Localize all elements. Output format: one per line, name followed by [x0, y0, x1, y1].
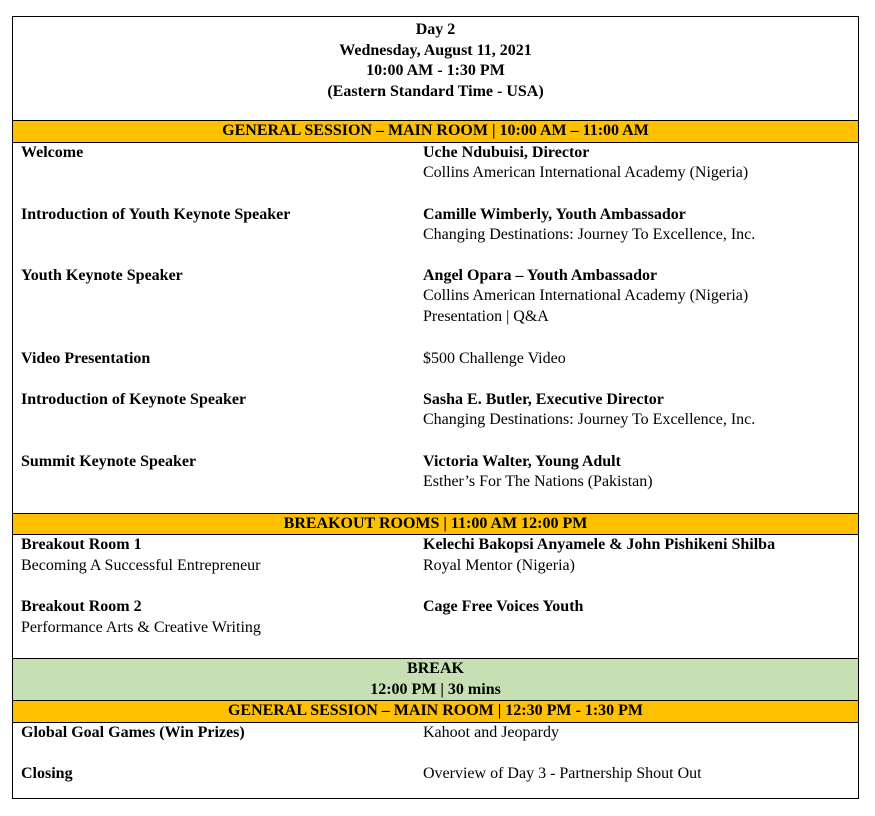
agenda-row-summit-keynote: [13, 452, 858, 513]
agenda-item-label: Welcome: [21, 143, 84, 161]
speaker-name: Victoria Walter, Young Adult: [423, 452, 621, 470]
agenda-row-global-goal-games: [13, 723, 858, 764]
breakout-room-topic: Performance Arts & Creative Writing: [21, 618, 261, 636]
agenda-item-label: Global Goal Games (Win Prizes): [21, 723, 245, 741]
agenda-row-welcome: [13, 143, 858, 205]
agenda-item-detail: Kahoot and Jeopardy: [423, 723, 559, 741]
agenda-item-label: Introduction of Keynote Speaker: [21, 390, 247, 408]
speaker-name: Angel Opara – Youth Ambassador: [423, 266, 658, 284]
speaker-org: Collins American International Academy (Nigeria): [423, 287, 749, 304]
general-session-1-bar: GENERAL SESSION – MAIN ROOM | 10:00 AM – 11:00 AM: [13, 120, 858, 143]
agenda-row-intro-keynote: [13, 390, 858, 452]
speaker-name: Uche Ndubuisi, Director: [423, 143, 590, 161]
speaker-detail: Presentation | Q&A: [423, 307, 549, 325]
break-title: BREAK: [407, 660, 464, 677]
timezone-label: (Eastern Standard Time - USA): [327, 82, 544, 100]
speaker-org: Changing Destinations: Journey To Excellence, Inc.: [423, 411, 756, 428]
agenda-row-intro-youth-keynote: [13, 205, 858, 266]
agenda-row-closing: [13, 764, 858, 805]
speaker-org: Esther’s For The Nations (Pakistan): [423, 473, 653, 490]
break-bar: [13, 658, 858, 701]
breakout-row-1: [13, 535, 858, 597]
speaker-name: Camille Wimberly, Youth Ambassador: [423, 205, 686, 223]
speaker-org: Collins American International Academy (Nigeria): [423, 164, 749, 181]
agenda-item-detail: Overview of Day 3 - Partnership Shout Out: [423, 764, 702, 782]
breakout-org: Royal Mentor (Nigeria): [423, 556, 575, 574]
agenda-item-label: Youth Keynote Speaker: [21, 266, 183, 284]
breakout-rooms-bar: BREAKOUT ROOMS | 11:00 AM 12:00 PM: [13, 513, 858, 536]
agenda-item-label: Closing: [21, 764, 73, 782]
time-label: 10:00 AM - 1:30 PM: [366, 62, 505, 79]
breakout-speakers: Kelechi Bakopsi Anyamele & John Pishikeni Shilba: [423, 536, 776, 553]
breakout-row-2: [13, 597, 858, 658]
breakout-speakers: Cage Free Voices Youth: [423, 598, 584, 615]
breakout-room-title: Breakout Room 1: [21, 536, 142, 553]
agenda-row-video: [13, 349, 858, 390]
date-label: Wednesday, August 11, 2021: [339, 41, 532, 59]
breakout-room-topic: Becoming A Successful Entrepreneur: [21, 556, 261, 574]
breakout-room-title: Breakout Room 2: [21, 598, 142, 615]
video-title: $500 Challenge Video: [423, 349, 566, 367]
agenda-row-youth-keynote: [13, 266, 858, 349]
agenda-item-label: Summit Keynote Speaker: [21, 452, 197, 470]
agenda-item-label: Video Presentation: [21, 349, 151, 367]
agenda-item-label: Introduction of Youth Keynote Speaker: [21, 205, 291, 223]
agenda-header: [13, 17, 858, 120]
general-session-2-bar: GENERAL SESSION – MAIN ROOM | 12:30 PM - 1:30 PM: [13, 701, 858, 723]
break-time: 12:00 PM | 30 mins: [370, 680, 501, 698]
day-label: Day 2: [415, 21, 456, 38]
agenda-page: [12, 16, 859, 799]
speaker-org: Changing Destinations: Journey To Excellence, Inc.: [423, 226, 756, 243]
speaker-name: Sasha E. Butler, Executive Director: [423, 390, 664, 408]
